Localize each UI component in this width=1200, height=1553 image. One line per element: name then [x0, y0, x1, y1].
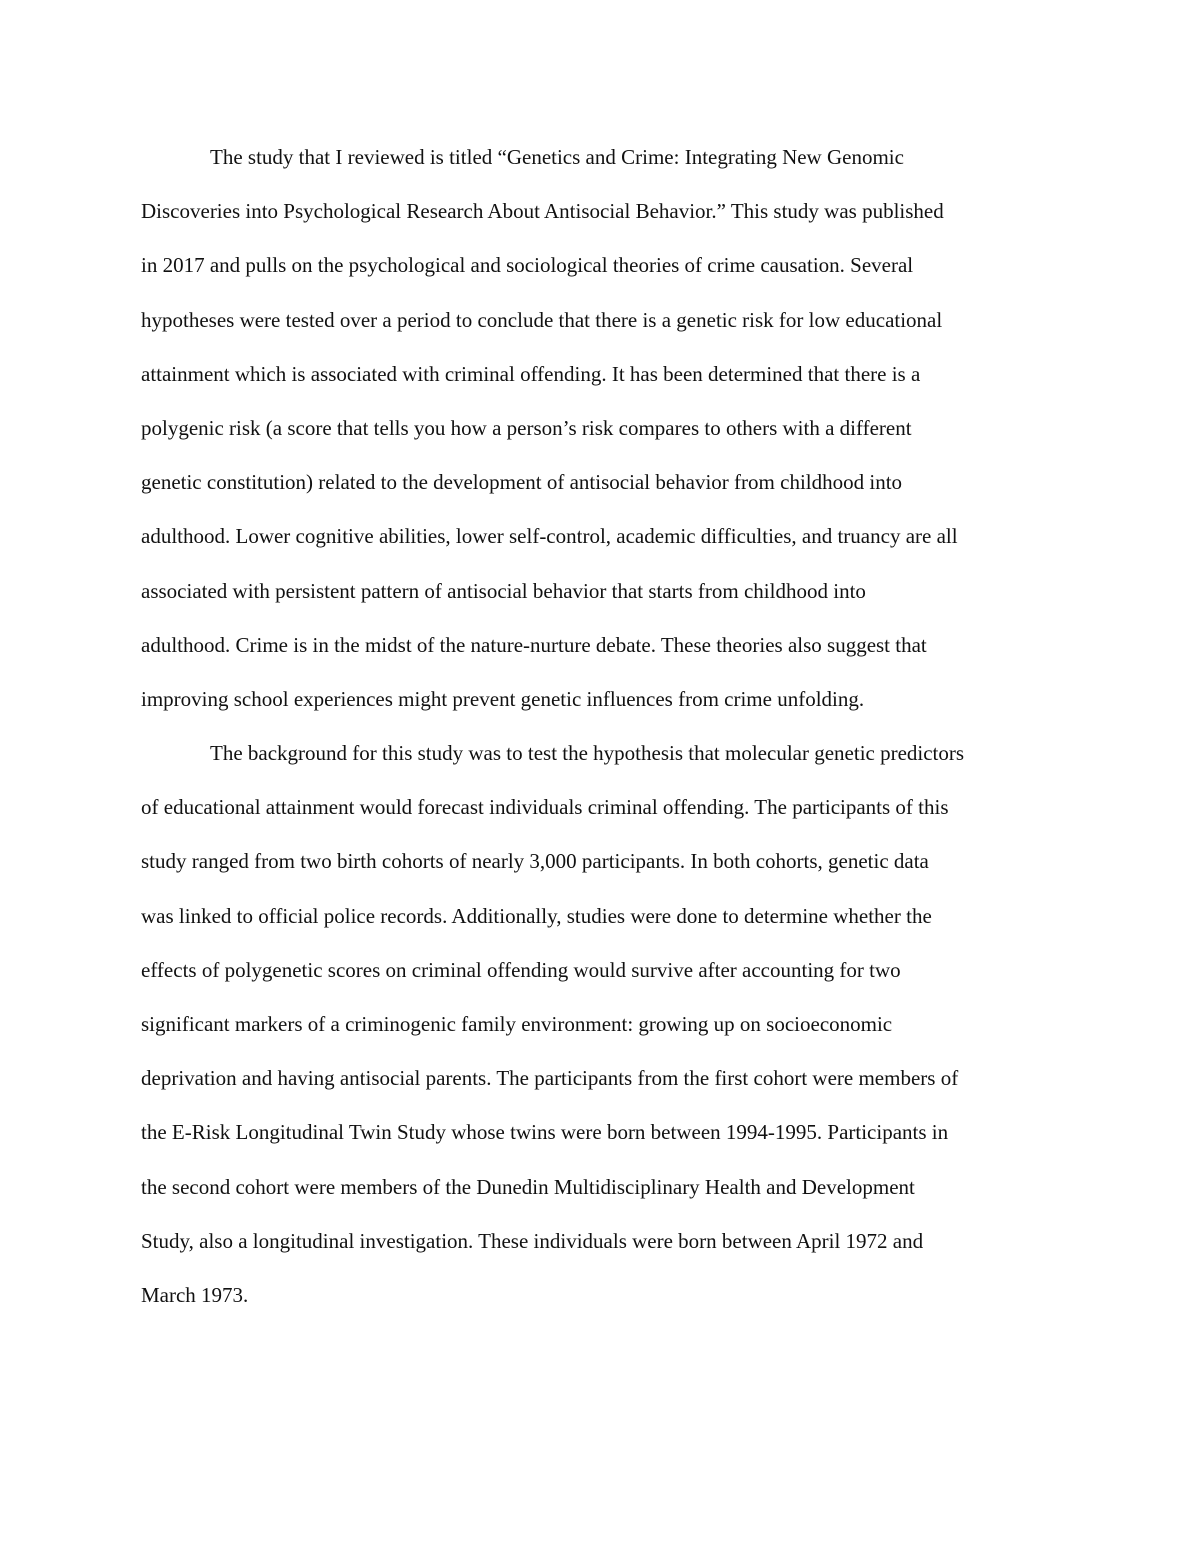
text-line: the E-Risk Longitudinal Twin Study whose twins were born between 1994-1995. Participants in — [141, 1120, 949, 1145]
text-line: adulthood. Crime is in the midst of the nature-nurture debate. These theories also suggest that — [141, 632, 927, 657]
text-line: March 1973. — [141, 1282, 249, 1307]
text-line: Study, also a longitudinal investigation. These individuals were born between April 1972 and — [141, 1228, 924, 1253]
document-body — [141, 136, 1061, 1328]
text-line: The study that I reviewed is titled “Genetics and Crime: Integrating New Genomic — [210, 145, 904, 169]
text-line: effects of polygenetic scores on criminal offending would survive after accounting for two — [141, 957, 901, 982]
text-line: in 2017 and pulls on the psychological and sociological theories of crime causation. Several — [141, 253, 914, 278]
paragraph-2 — [141, 732, 1061, 1328]
text-line: of educational attainment would forecast individuals criminal offending. The participants of this — [141, 795, 949, 820]
text-line: Discoveries into Psychological Research About Antisocial Behavior.” This study was published — [141, 199, 944, 224]
text-line: The background for this study was to test the hypothesis that molecular genetic predictors — [210, 741, 965, 766]
text-line: the second cohort were members of the Dunedin Multidisciplinary Health and Development — [141, 1174, 915, 1199]
text-line: study ranged from two birth cohorts of nearly 3,000 participants. In both cohorts, genetic data — [141, 849, 929, 874]
text-line: was linked to official police records. Additionally, studies were done to determine whether the — [141, 903, 932, 928]
text-line: genetic constitution) related to the development of antisocial behavior from childhood into — [141, 470, 903, 495]
text-line: significant markers of a criminogenic family environment: growing up on socioeconomic — [141, 1012, 893, 1036]
text-line: associated with persistent pattern of antisocial behavior that starts from childhood into — [141, 578, 866, 603]
text-line: adulthood. Lower cognitive abilities, lower self-control, academic difficulties, and truancy are all — [141, 524, 958, 549]
paragraph-1 — [141, 136, 1061, 732]
text-line: hypotheses were tested over a period to conclude that there is a genetic risk for low educational — [141, 307, 943, 332]
text-line: polygenic risk (a score that tells you how a person’s risk compares to others with a different — [141, 415, 912, 440]
text-line: deprivation and having antisocial parents. The participants from the first cohort were members of — [141, 1066, 959, 1091]
text-line: attainment which is associated with criminal offending. It has been determined that there is a — [141, 361, 921, 386]
text-line: improving school experiences might prevent genetic influences from crime unfolding. — [141, 686, 865, 711]
